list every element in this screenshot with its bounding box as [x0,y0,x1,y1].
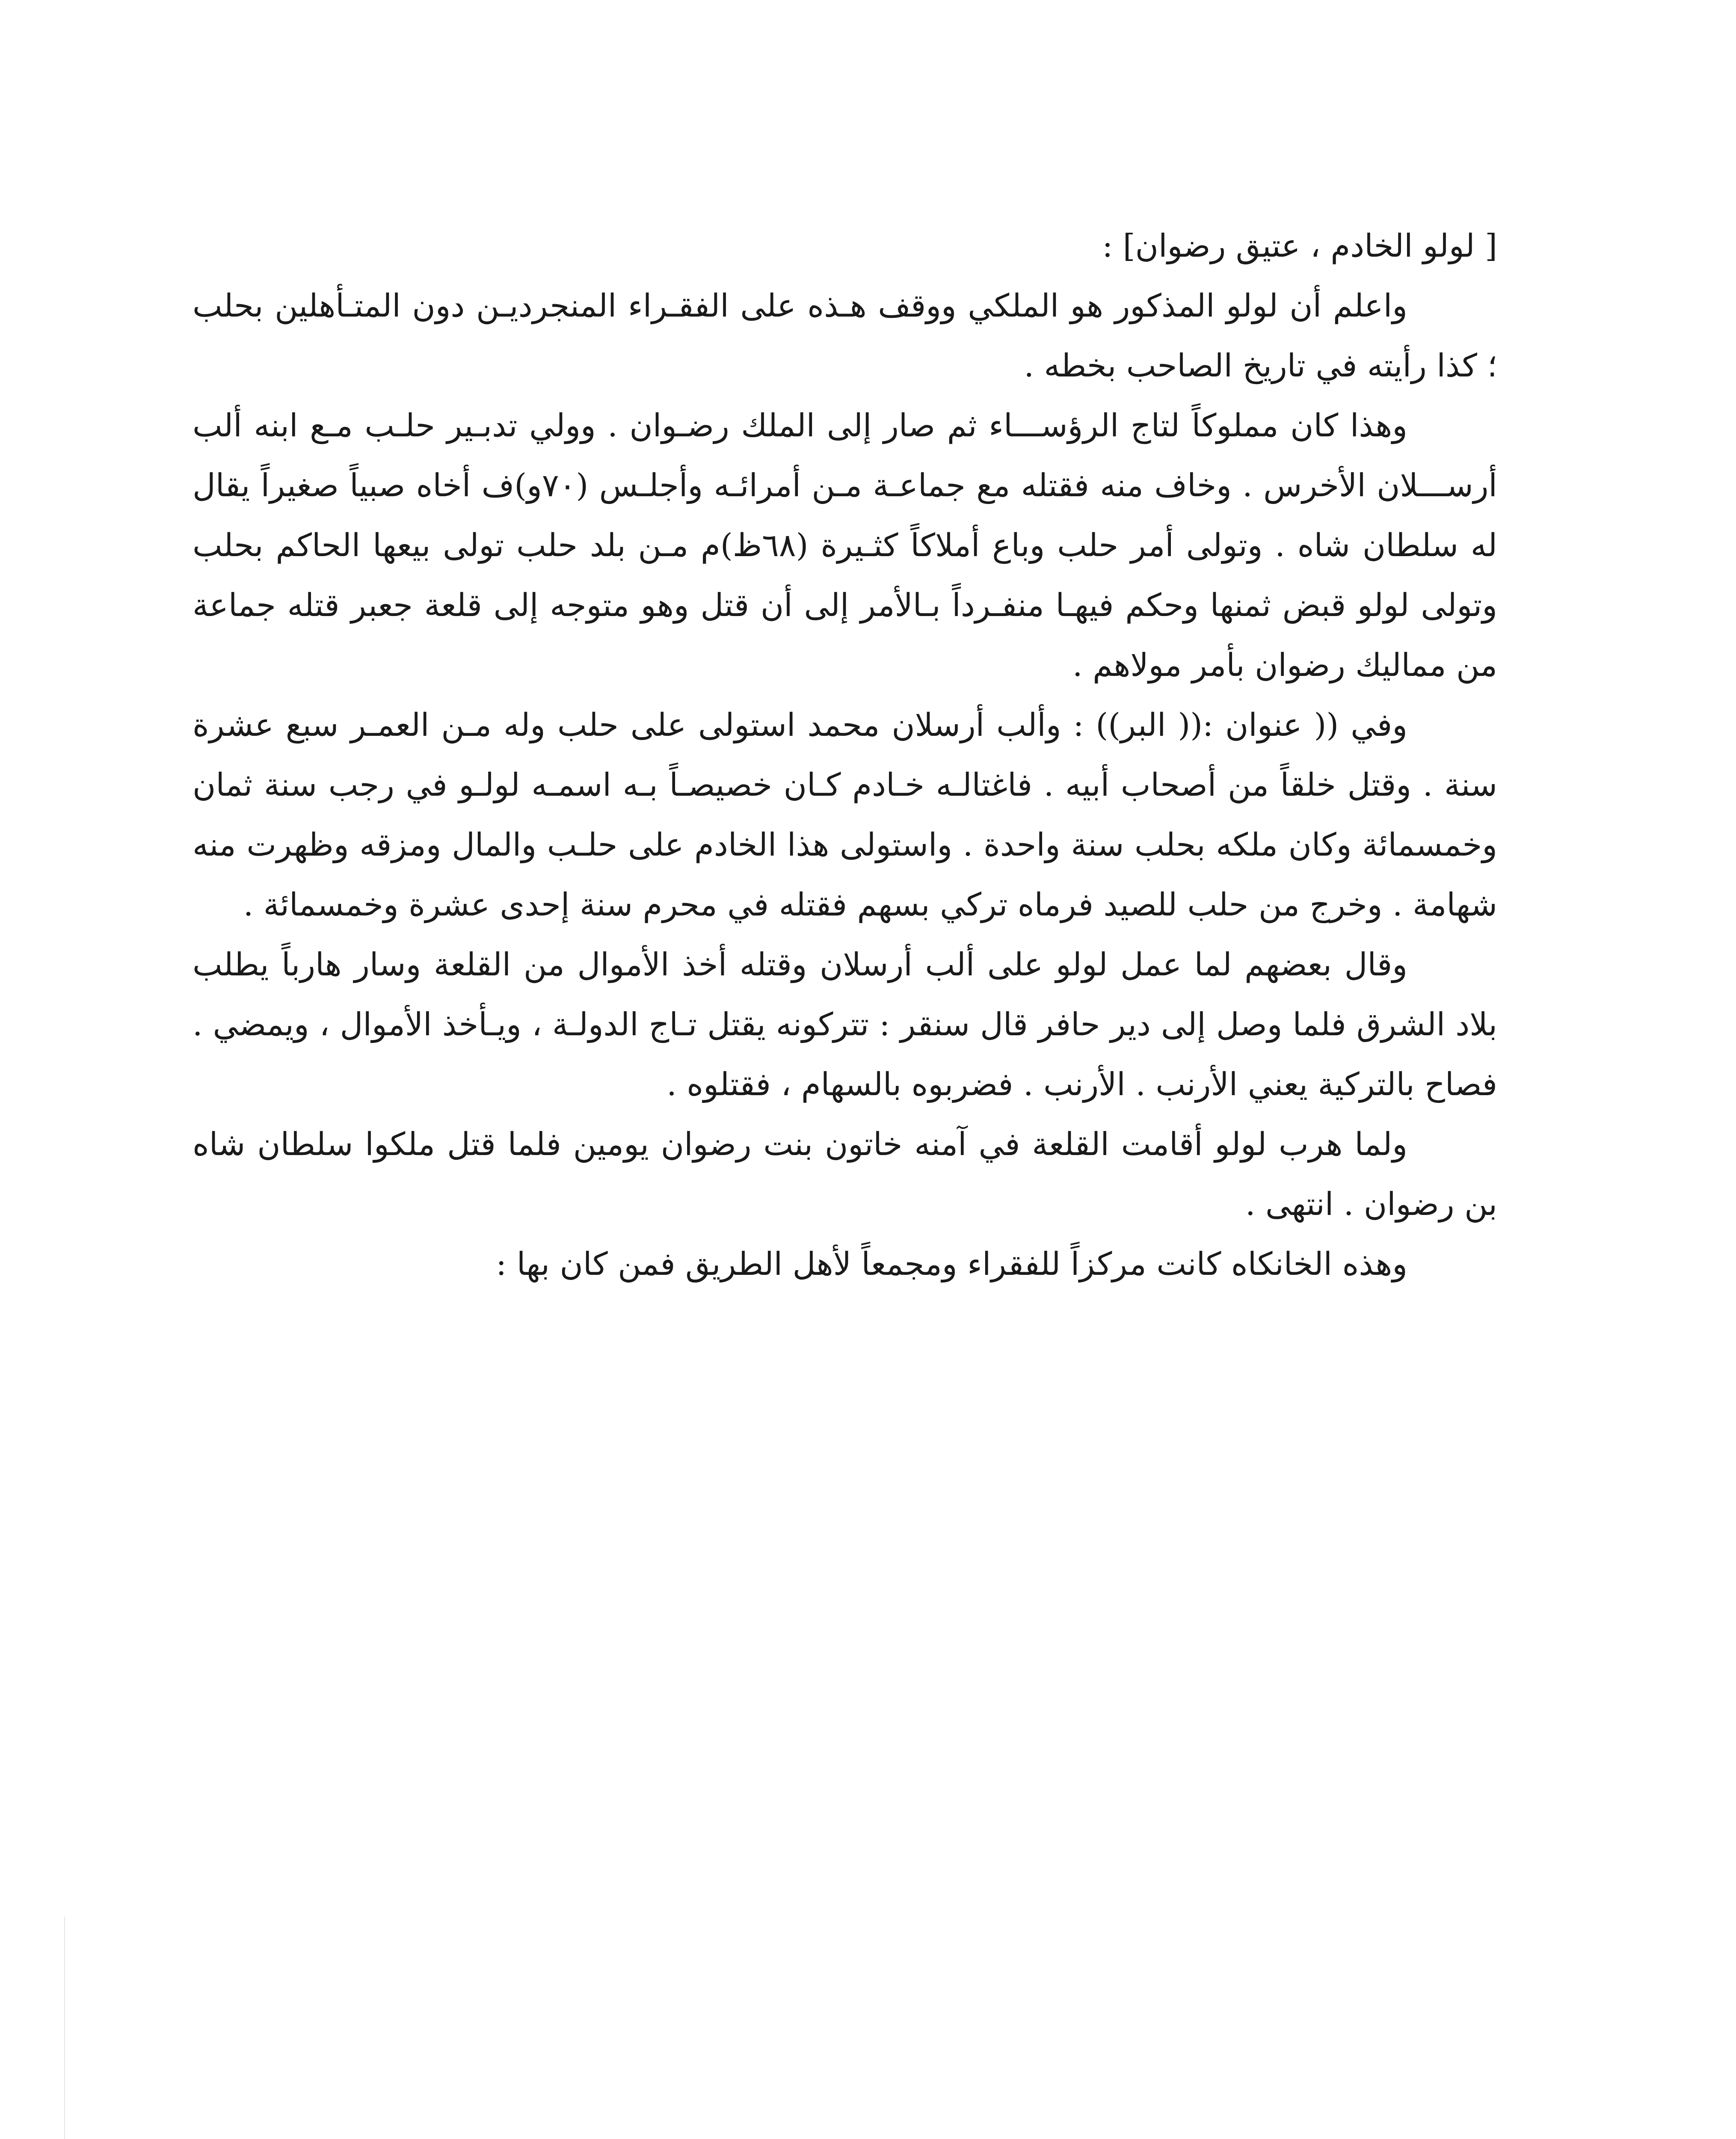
scan-edge-line [64,1917,65,2139]
paragraph-4: وقال بعضهم لما عمل لولو على ألب أرسلان وقتله أخذ الأموال من القلعة وسار هارباً يطلب بلاد الشرق فلما وصل إلى دير حافر قال سنقر : تتركونه يقتل تـاج الدولـة ، ويـأخذ الأموال ، ويمضي . فصاح بالتركية يعني الأرنب . الأرنب . فضربوه بالسهام ، فقتلوه . [193,946,1497,1103]
section-heading: [ لولو الخادم ، عتيق رضوان] : [1102,228,1497,264]
main-text-block [193,216,1497,1294]
closing-line: وهذه الخانكاه كانت مركزاً للفقراء ومجمعاً لأهل الطريق فمن كان بها : [496,1246,1407,1283]
paragraph-5: ولما هرب لولو أقامت القلعة في آمنه خاتون بنت رضوان يومين فلما قتل ملكوا سلطان شاه بن رضوان . انتهى . [193,1126,1497,1223]
paragraph-2: وهذا كان مملوكاً لتاج الرؤســـاء ثم صار إلى الملك رضـوان . وولي تدبـير حلـب مـع ابنه ألب أرســـلان الأخرس . وخاف منه فقتله مع جماعـة مـن أمرائـه وأجلـس (٧٠و)ف أخاه صبياً صغيراً يقال له سلطان شاه . وتولى أمر حلب وباع أملاكاً كثـيرة (٦٨ظ)م مـن بلد حلب تولى بيعها الحاكم بحلب وتولى لولو قبض ثمنها وحكم فيهـا منفـرداً بـالأمر إلى أن قتل وهو متوجه إلى قلعة جعبر قتله جماعة من مماليك رضوان بأمر مولاهم . [193,407,1497,684]
paragraph-1: واعلم أن لولو المذكور هو الملكي ووقف هـذه على الفقـراء المنجرديـن دون المتـأهلين بحلب ؛ كذا رأيته في تاريخ الصاحب بخطه . [193,287,1497,384]
paragraph-3: وفي (( عنوان :(( البر)) : وألب أرسلان محمد استولى على حلب وله مـن العمـر سبع عشرة سنة . وقتل خلقاً من أصحاب أبيه . فاغتالـه خـادم كـان خصيصـاً بـه اسمـه لولـو في رجب سنة ثمان وخمسمائة وكان ملكه بحلب سنة واحدة . واستولى هذا الخادم على حلـب والمال ومزقه وظهرت منه شهامة . وخرج من حلب للصيد فرماه تركي بسهم فقتله في محرم سنة إحدى عشرة وخمسمائة . [193,707,1497,923]
